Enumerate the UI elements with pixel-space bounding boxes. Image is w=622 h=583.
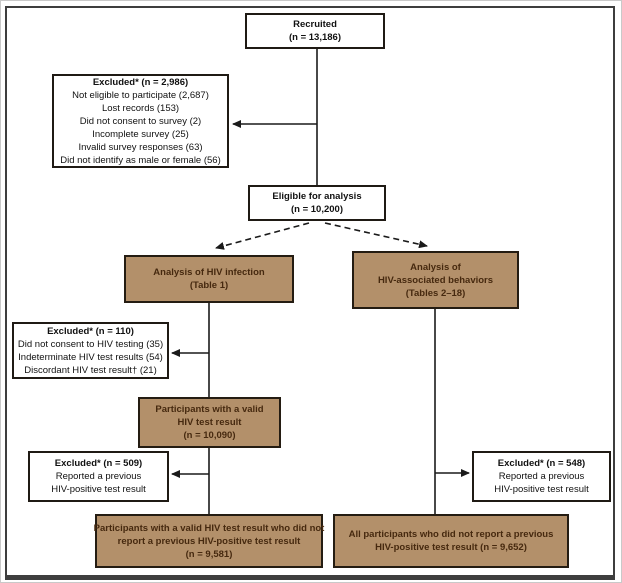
- excluded-testing-item: Indeterminate HIV test results (54): [18, 351, 163, 363]
- excluded-survey-item: Did not identify as male or female (56): [60, 154, 221, 166]
- excluded-survey-item: Invalid survey responses (63): [78, 141, 203, 153]
- analysis-behaviors-line: HIV-associated behaviors: [377, 274, 494, 286]
- eligible-n: (n = 10,200): [290, 204, 343, 215]
- analysis-hiv-infection-box: [124, 255, 294, 303]
- final-right-line: HIV-positive test result (n = 9,652): [375, 542, 527, 553]
- excluded-survey-item: Not eligible to participate (2,687): [72, 89, 209, 101]
- excluded-testing-title: Excluded* (n = 110): [47, 325, 134, 337]
- excluded-previous-right-item: Reported a previous: [498, 471, 585, 482]
- eligible-title: Eligible for analysis: [272, 191, 362, 202]
- excluded-testing-item: Discordant HIV test result† (21): [24, 364, 157, 376]
- excluded-survey-title: Excluded* (n = 2,986): [92, 76, 189, 88]
- dashed-arrow-to-behaviors: [325, 223, 427, 246]
- excluded-previous-right-title: Excluded* (n = 548): [497, 458, 586, 469]
- recruited-title: Recruited: [293, 19, 337, 30]
- excluded-previous-right-item: HIV-positive test result: [494, 484, 589, 495]
- excluded-survey-box: [52, 74, 229, 168]
- eligible-box: [248, 185, 386, 221]
- excluded-previous-left-item: Reported a previous: [55, 471, 142, 482]
- excluded-survey-item: Lost records (153): [101, 102, 180, 114]
- valid-result-line: HIV test result: [177, 417, 242, 428]
- excluded-previous-right-box: [472, 451, 611, 502]
- final-left-box: [95, 514, 323, 568]
- excluded-testing-item: Did not consent to HIV testing (35): [17, 338, 164, 350]
- valid-result-box: [138, 397, 281, 448]
- excluded-survey-item: Incomplete survey (25): [92, 128, 189, 140]
- analysis-behaviors-line: Analysis of: [410, 261, 461, 273]
- analysis-behaviors-line: (Tables 2–18): [405, 287, 466, 299]
- excluded-previous-left-title: Excluded* (n = 509): [54, 458, 143, 469]
- dashed-arrow-to-hiv-infection: [216, 223, 309, 248]
- recruited-box: [245, 13, 385, 49]
- final-right-line: All participants who did not report a previous: [348, 529, 554, 540]
- excluded-survey-item: Did not consent to survey (2): [79, 115, 202, 127]
- excluded-testing-box: [12, 322, 169, 379]
- final-right-box: [333, 514, 569, 568]
- recruited-n: (n = 13,186): [288, 32, 341, 43]
- final-left-line: Participants with a valid HIV test result who did not: [93, 522, 325, 534]
- final-left-line: report a previous HIV-positive test result: [117, 535, 301, 547]
- analysis-behaviors-box: [352, 251, 519, 309]
- valid-result-line: Participants with a valid: [155, 404, 264, 415]
- final-left-line: (n = 9,581): [185, 548, 233, 560]
- excluded-previous-left-box: [28, 451, 169, 502]
- analysis-hiv-line: Analysis of HIV infection: [153, 267, 265, 278]
- excluded-previous-left-item: HIV-positive test result: [51, 484, 146, 495]
- analysis-hiv-line: (Table 1): [189, 280, 229, 291]
- valid-result-line: (n = 10,090): [183, 430, 236, 441]
